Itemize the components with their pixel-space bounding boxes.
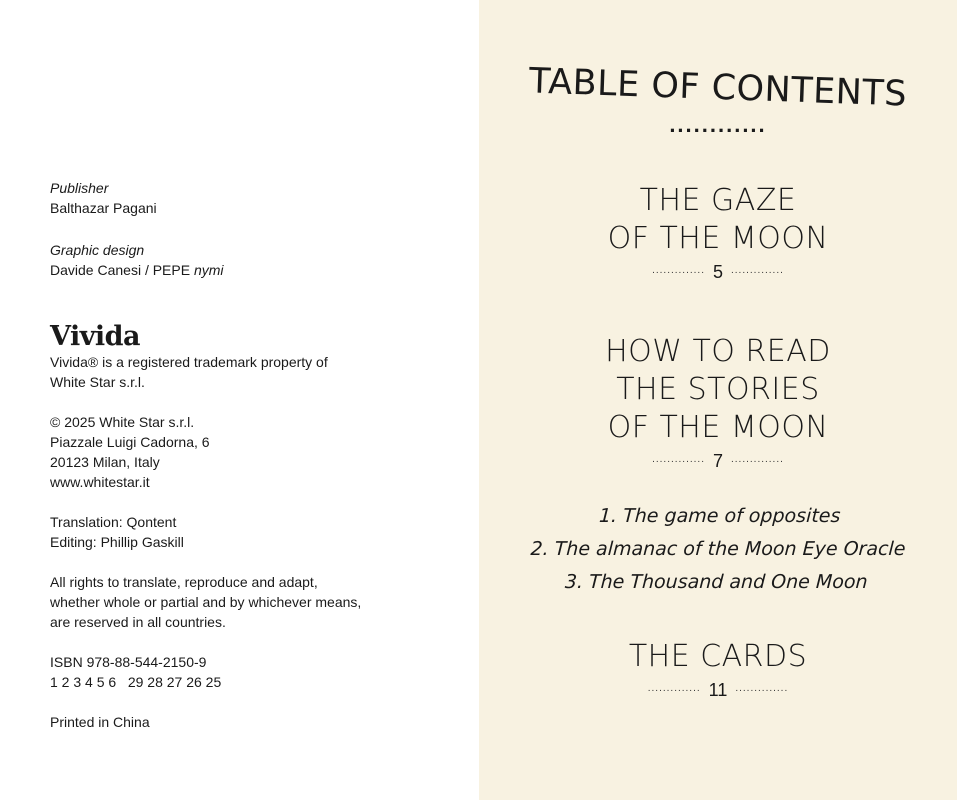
- vivida-logo: Vivida: [50, 321, 141, 352]
- trademark-line-2: White Star s.r.l.: [50, 374, 145, 390]
- editing-credit: Editing: Phillip Gaskill: [50, 534, 184, 550]
- toc-subsections: [476, 500, 957, 599]
- design-name: [50, 260, 224, 280]
- toc-title-dots: ............: [669, 112, 767, 137]
- address-line-2: 20123 Milan, Italy: [50, 454, 160, 470]
- toc-section-cards: [479, 638, 957, 701]
- rights-line-2: whether whole or partial and by whichever means,: [50, 594, 362, 610]
- page-ref: [479, 451, 957, 472]
- subsection-item: 3. The Thousand and One Moon: [564, 571, 869, 593]
- publisher-name: Balthazar Pagani: [50, 200, 157, 216]
- rights-line-3: are reserved in all countries.: [50, 614, 226, 630]
- rights-line-1: All rights to translate, reproduce and adapt,: [50, 574, 318, 590]
- credits-block: [50, 178, 224, 280]
- subsection-item: 1. The game of opposites: [598, 505, 842, 527]
- design-name-text: Davide Canesi / PEPE: [50, 262, 194, 278]
- section-heading-line: OF THE MOON: [607, 221, 829, 256]
- section-heading-line: HOW TO READ: [605, 334, 831, 369]
- copyright: © 2025 White Star s.r.l.: [50, 414, 195, 430]
- design-label: Graphic design: [50, 242, 145, 258]
- translation-credit: Translation: Qontent: [50, 514, 177, 530]
- leader-dots: ..............: [735, 683, 789, 694]
- leader-dots: ..............: [731, 454, 784, 465]
- page-ref: [479, 680, 957, 701]
- toc-section-gaze: [479, 182, 957, 283]
- leader-dots: ..............: [731, 265, 784, 276]
- subsection-item: 2. The almanac of the Moon Eye Oracle: [529, 538, 907, 560]
- leader-dots: ..............: [652, 265, 705, 276]
- page-number: 7: [712, 451, 723, 471]
- print-numbers: 1 2 3 4 5 6 29 28 27 26 25: [50, 674, 222, 690]
- design-name-italic: nymi: [193, 262, 224, 278]
- address-line-1: Piazzale Luigi Cadorna, 6: [50, 434, 210, 450]
- toc-title: TABLE OF CONTENTS: [528, 61, 908, 115]
- section-heading-line: THE CARDS: [628, 639, 808, 674]
- section-heading-line: THE GAZE: [639, 183, 797, 218]
- page-ref: [479, 262, 957, 283]
- section-heading-line: THE STORIES: [616, 372, 820, 407]
- page-number: 11: [708, 680, 728, 700]
- isbn: ISBN 978-88-544-2150-9: [50, 654, 207, 670]
- website: www.whitestar.it: [50, 474, 150, 490]
- page-number: 5: [712, 262, 723, 282]
- publisher-info-block: [50, 322, 361, 732]
- table-of-contents-page: [479, 0, 957, 800]
- leader-dots: ..............: [652, 454, 705, 465]
- publisher-label: Publisher: [50, 180, 109, 196]
- leader-dots: ..............: [647, 683, 701, 694]
- toc-section-how-to-read: [479, 333, 957, 472]
- printed-in: Printed in China: [50, 714, 150, 730]
- trademark-line-1: Vivida® is a registered trademark property of: [50, 354, 328, 370]
- section-heading-line: OF THE MOON: [607, 410, 829, 445]
